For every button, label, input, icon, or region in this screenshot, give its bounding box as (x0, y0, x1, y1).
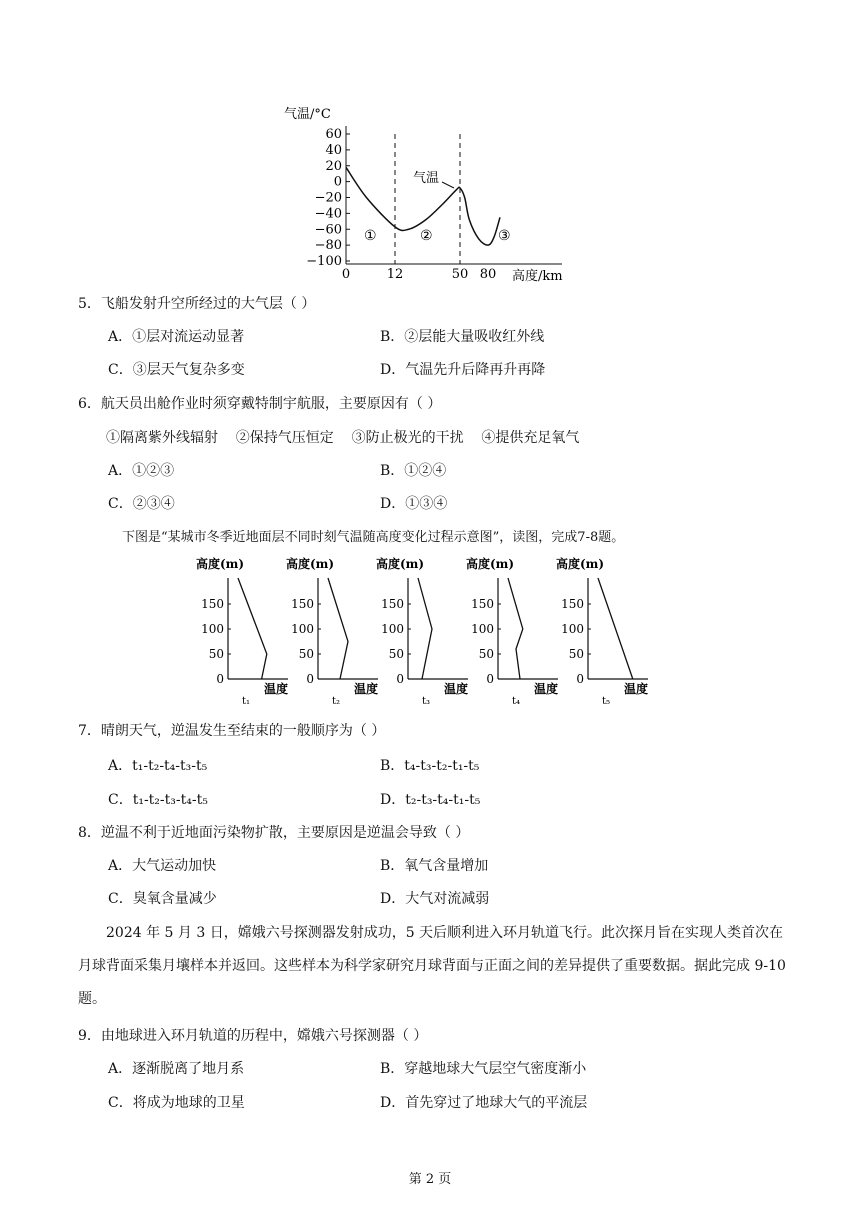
panel-y-label: 高度(m) (556, 557, 605, 571)
q5-option-a: A．①层对流运动显著 (108, 329, 245, 345)
temperature-profile (328, 578, 348, 679)
q7-option-b: B．t₄-t₃-t₂-t₁-t₅ (380, 758, 480, 774)
y-tick-label: 40 (325, 142, 342, 158)
panel-time-label: t₄ (512, 696, 521, 707)
panel-y-tick-label: 50 (568, 647, 584, 661)
panel-time-label: t₂ (332, 696, 341, 707)
y-tick-label: 20 (325, 158, 342, 174)
inversion-panel (376, 556, 468, 707)
panel-y-label: 高度(m) (286, 557, 335, 571)
temperature-profile (418, 578, 432, 679)
q5-option-c: C．③层天气复杂多变 (108, 362, 245, 378)
panel-y-tick-label: 100 (381, 622, 404, 636)
panel-x-label: 温度 (354, 682, 379, 696)
inversion-panel (286, 556, 378, 707)
chart-x-label: 高度/km (512, 269, 563, 284)
inversion-panel (556, 556, 648, 707)
panel-y-tick-label: 0 (306, 672, 314, 686)
q8-option-a: A．大气运动加快 (108, 858, 217, 874)
panel-y-tick-label: 50 (298, 647, 314, 661)
q8-option-c: C．臭氧含量减少 (108, 891, 217, 907)
q7-option-a: A．t₁-t₂-t₄-t₃-t₅ (108, 758, 208, 774)
panel-y-tick-label: 50 (478, 647, 494, 661)
layer-label-3: ③ (498, 228, 511, 244)
q5-option-b: B．②层能大量吸收红外线 (380, 329, 545, 345)
inversion-panel (466, 556, 558, 707)
question-8-stem: 8．逆温不利于近地面污染物扩散，主要原因是逆温会导致（ ） (78, 825, 470, 841)
panel-y-tick-label: 50 (388, 647, 404, 661)
q5-option-d: D．气温先升后降再升再降 (380, 362, 546, 378)
panel-y-tick-label: 0 (396, 672, 404, 686)
y-tick-label: 60 (325, 127, 342, 142)
panel-y-tick-label: 100 (291, 622, 314, 636)
x-tick-label: 80 (479, 267, 497, 282)
y-tick-label: −40 (314, 206, 342, 222)
panel-y-tick-label: 150 (201, 597, 224, 611)
y-tick-label: −20 (314, 190, 342, 206)
panel-y-tick-label: 0 (576, 672, 584, 686)
panel-time-label: t₅ (602, 696, 611, 707)
q9-option-a: A．逐渐脱离了地月系 (108, 1061, 245, 1077)
layer-label-1: ① (364, 228, 377, 244)
q9-option-c: C．将成为地球的卫星 (108, 1095, 245, 1111)
q8-option-b: B．氧气含量增加 (380, 858, 489, 874)
inversion-charts (190, 552, 680, 712)
x-tick-label: 50 (451, 267, 469, 282)
q6-option-b: B．①②④ (380, 463, 447, 479)
temperature-profile (598, 578, 633, 679)
question-9-stem: 9．由地球进入环月轨道的历程中，嫦娥六号探测器（ ） (78, 1028, 428, 1044)
panel-y-tick-label: 100 (201, 622, 224, 636)
q6-statements: ①隔离紫外线辐射 ②保持气压恒定 ③防止极光的干扰 ④提供充足氧气 (106, 430, 580, 446)
curve-label-leader (442, 182, 454, 188)
panel-x-label: 温度 (264, 682, 289, 696)
y-tick-label: 0 (333, 174, 342, 190)
q6-option-c: C．②③④ (108, 496, 175, 512)
layer-label-2: ② (420, 228, 433, 244)
q7-option-c: C．t₁-t₂-t₃-t₄-t₅ (108, 792, 208, 808)
temperature-profile (238, 578, 267, 679)
temperature-altitude-chart (270, 96, 590, 286)
panel-x-label: 温度 (624, 682, 649, 696)
panel-y-tick-label: 50 (208, 647, 224, 661)
x-tick-label: 0 (341, 267, 351, 282)
temperature-profile (508, 578, 523, 679)
intro-7-8: 下图是“某城市冬季近地面层不同时刻气温随高度变化过程示意图”，读图，完成7-8题。 (122, 530, 625, 545)
question-6-stem: 6．航天员出舱作业时须穿戴特制宇航服，主要原因有（ ） (78, 396, 442, 412)
panel-y-label: 高度(m) (466, 557, 515, 571)
panel-y-tick-label: 100 (561, 622, 584, 636)
panel-y-tick-label: 0 (216, 672, 224, 686)
question-7-stem: 7．晴朗天气，逆温发生至结束的一般顺序为（ ） (78, 723, 386, 739)
panel-x-label: 温度 (444, 682, 469, 696)
panel-y-tick-label: 150 (381, 597, 404, 611)
panel-y-label: 高度(m) (196, 557, 245, 571)
q7-option-d: D．t₂-t₃-t₄-t₁-t₅ (380, 792, 481, 808)
panel-y-tick-label: 100 (471, 622, 494, 636)
q8-option-d: D．大气对流减弱 (380, 891, 490, 907)
question-5-stem: 5．飞船发射升空所经过的大气层（ ） (78, 296, 316, 312)
curve-label: 气温 (413, 171, 440, 186)
panel-y-tick-label: 150 (471, 597, 494, 611)
q9-option-b: B．穿越地球大气层空气密度渐小 (380, 1061, 587, 1077)
q9-option-d: D．首先穿过了地球大气的平流层 (380, 1095, 588, 1111)
panel-y-tick-label: 150 (561, 597, 584, 611)
panel-y-tick-label: 0 (486, 672, 494, 686)
x-tick-label: 12 (386, 267, 404, 282)
y-tick-label: −100 (306, 254, 342, 269)
y-tick-label: −60 (314, 222, 342, 238)
q6-option-d: D．①③④ (380, 496, 448, 512)
chart-y-label: 气温/°C (284, 107, 331, 122)
panel-y-tick-label: 150 (291, 597, 314, 611)
panel-x-label: 温度 (534, 682, 559, 696)
page-number: 第 2 页 (408, 1172, 452, 1187)
y-tick-label: −80 (314, 238, 342, 254)
intro-9-10: 2024 年 5 月 3 日，嫦娥六号探测器发射成功，5 天后顺利进入环月轨道飞行。此次探月旨在实现人类首次在月球背面采集月壤样本并返回。这些样本为科学家研究月球背面与正面之间的差异提供了重要数据。据此完成 9-10 题。 (78, 925, 786, 1007)
panel-y-label: 高度(m) (376, 557, 425, 571)
panel-time-label: t₁ (242, 696, 251, 707)
inversion-panel (196, 556, 288, 707)
q6-option-a: A．①②③ (108, 463, 175, 479)
panel-time-label: t₃ (422, 696, 431, 707)
